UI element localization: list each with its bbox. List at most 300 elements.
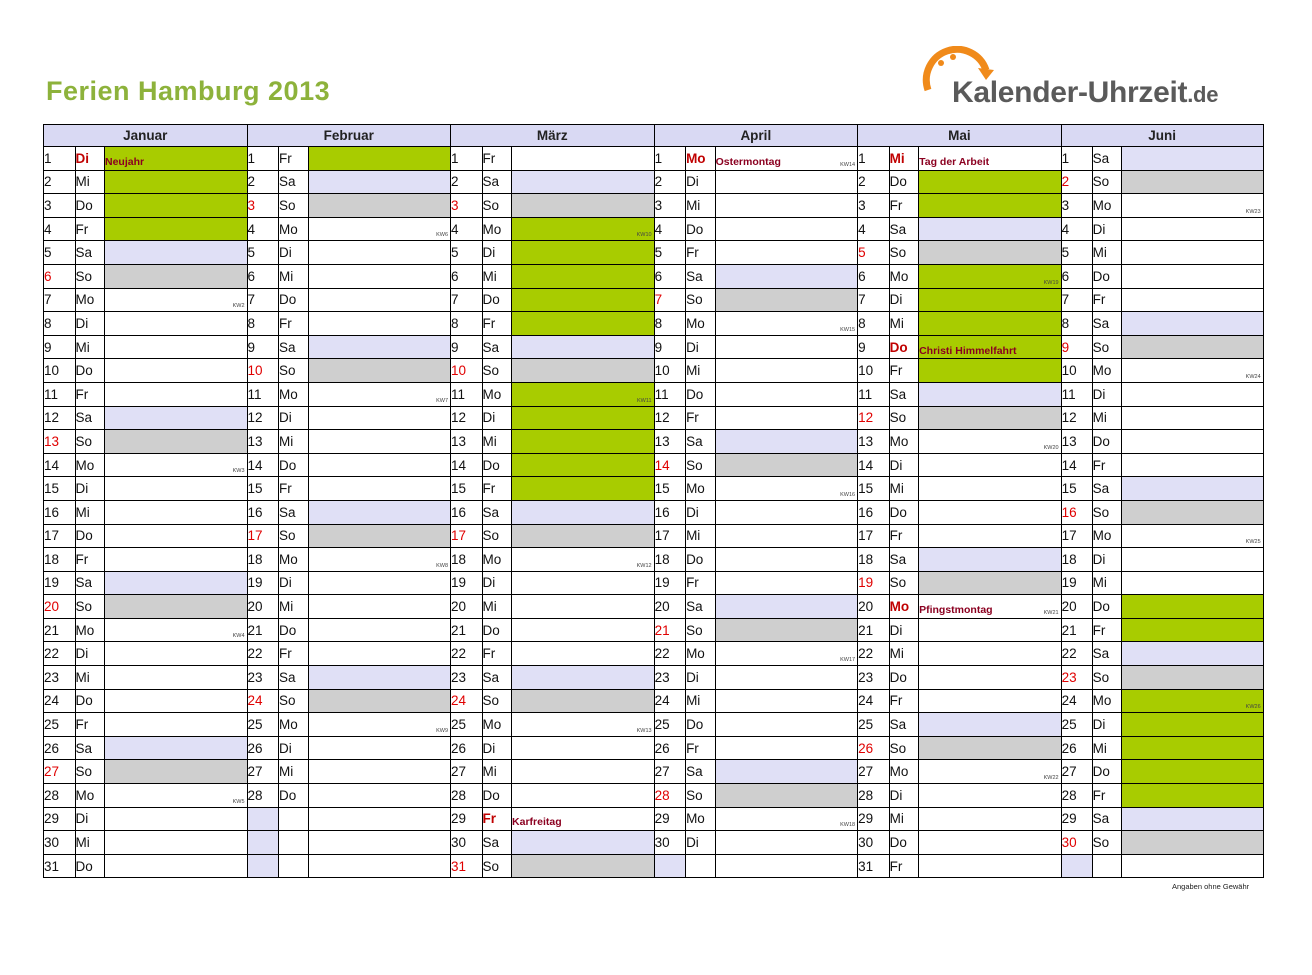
weekday: So	[482, 194, 512, 218]
weekday: Di	[482, 241, 512, 265]
weekday: Fr	[889, 359, 919, 383]
day-number: 6	[451, 264, 483, 288]
day-number: 17	[451, 524, 483, 548]
day-note	[919, 807, 1062, 831]
day-number: 25	[247, 713, 279, 737]
day-number: 27	[654, 760, 686, 784]
day-note	[715, 760, 858, 784]
day-note	[512, 807, 655, 831]
week-number: KW7	[436, 397, 449, 404]
day-number: 26	[247, 736, 279, 760]
day-number: 9	[44, 335, 76, 359]
weekday: So	[1092, 831, 1121, 855]
weekday: Di	[1092, 713, 1121, 737]
weekday: So	[889, 241, 919, 265]
day-number: 23	[654, 666, 686, 690]
day-note	[105, 288, 248, 312]
day-note	[715, 736, 858, 760]
weekday: Mi	[482, 595, 512, 619]
day-note	[919, 831, 1062, 855]
weekday: Mo	[75, 618, 105, 642]
day-note	[919, 217, 1062, 241]
day-note	[715, 524, 858, 548]
day-note	[1121, 689, 1263, 713]
weekday: Fr	[889, 194, 919, 218]
day-row	[44, 548, 1264, 572]
week-number: KW16	[840, 491, 856, 498]
weekday: Di	[482, 406, 512, 430]
week-number: KW23	[1245, 208, 1261, 215]
day-number: 21	[858, 618, 890, 642]
day-note	[105, 382, 248, 406]
day-number: 1	[1061, 147, 1092, 171]
day-note	[512, 736, 655, 760]
day-note	[919, 713, 1062, 737]
logo-main: Kalender-Uhrzeit	[952, 76, 1188, 109]
day-number: 25	[1061, 713, 1092, 737]
day-number: 9	[247, 335, 279, 359]
day-number: 10	[858, 359, 890, 383]
weekday: Di	[75, 477, 105, 501]
weekday	[279, 831, 309, 855]
day-note	[512, 524, 655, 548]
day-number: 21	[1061, 618, 1092, 642]
day-note	[512, 147, 655, 171]
day-note	[1121, 854, 1263, 878]
weekday: Fr	[482, 147, 512, 171]
day-number: 22	[247, 642, 279, 666]
day-number: 18	[451, 548, 483, 572]
day-note	[105, 524, 248, 548]
day-number: 30	[1061, 831, 1092, 855]
day-note	[715, 713, 858, 737]
day-number: 29	[654, 807, 686, 831]
day-note	[715, 854, 858, 878]
page-title: Ferien Hamburg 2013	[46, 76, 331, 106]
weekday: Mi	[279, 264, 309, 288]
day-note	[105, 312, 248, 336]
day-number: 9	[1061, 335, 1092, 359]
weekday: Mo	[889, 595, 919, 619]
day-number: 10	[1061, 359, 1092, 383]
day-number: 1	[654, 147, 686, 171]
day-note	[1121, 194, 1263, 218]
day-note	[512, 241, 655, 265]
weekday: Fr	[686, 241, 716, 265]
day-note	[512, 618, 655, 642]
day-number: 5	[451, 241, 483, 265]
day-number: 12	[451, 406, 483, 430]
weekday: Sa	[1092, 312, 1121, 336]
day-note	[105, 784, 248, 808]
day-number: 6	[44, 264, 76, 288]
day-number: 23	[1061, 666, 1092, 690]
day-number: 26	[858, 736, 890, 760]
day-note	[105, 500, 248, 524]
day-note	[105, 335, 248, 359]
day-number: 28	[451, 784, 483, 808]
weekday: Di	[686, 335, 716, 359]
day-number: 25	[451, 713, 483, 737]
week-number: KW18	[840, 822, 856, 829]
day-row	[44, 241, 1264, 265]
weekday: Mo	[686, 642, 716, 666]
week-number: KW12	[636, 562, 652, 569]
day-number: 20	[451, 595, 483, 619]
weekday: Do	[279, 288, 309, 312]
day-number: 14	[451, 453, 483, 477]
day-note	[105, 477, 248, 501]
day-note	[1121, 382, 1263, 406]
day-note	[919, 736, 1062, 760]
weekday: So	[686, 453, 716, 477]
month-header: Mai	[858, 125, 1062, 147]
day-row	[44, 430, 1264, 454]
day-note	[512, 359, 655, 383]
day-note	[512, 312, 655, 336]
day-number: 2	[1061, 170, 1092, 194]
month-header: April	[654, 125, 858, 147]
day-note	[105, 689, 248, 713]
weekday: Do	[279, 453, 309, 477]
day-number: 20	[654, 595, 686, 619]
day-note	[512, 288, 655, 312]
day-note	[1121, 618, 1263, 642]
day-number: 29	[44, 807, 76, 831]
weekday: Mo	[482, 217, 512, 241]
weekday: Di	[75, 312, 105, 336]
day-number: 9	[858, 335, 890, 359]
day-number: 22	[1061, 642, 1092, 666]
day-note	[308, 524, 451, 548]
day-number: 15	[654, 477, 686, 501]
day-row	[44, 689, 1264, 713]
day-number: 29	[858, 807, 890, 831]
weekday: Mi	[1092, 406, 1121, 430]
day-note	[715, 217, 858, 241]
weekday: So	[686, 784, 716, 808]
weekday: Di	[279, 571, 309, 595]
day-number: 10	[44, 359, 76, 383]
day-row	[44, 335, 1264, 359]
day-number	[654, 854, 686, 878]
day-note	[715, 807, 858, 831]
weekday: Do	[482, 618, 512, 642]
day-note	[919, 430, 1062, 454]
logo-text	[952, 76, 1218, 110]
day-number: 19	[654, 571, 686, 595]
weekday: Mi	[686, 359, 716, 383]
day-number: 7	[654, 288, 686, 312]
month-header: Juni	[1061, 125, 1263, 147]
weekday: Do	[1092, 760, 1121, 784]
weekday: Mi	[75, 335, 105, 359]
weekday: Fr	[279, 312, 309, 336]
week-number: KW14	[840, 161, 856, 168]
weekday: Do	[889, 831, 919, 855]
day-note	[715, 453, 858, 477]
day-note	[105, 359, 248, 383]
day-number: 3	[654, 194, 686, 218]
day-note	[1121, 477, 1263, 501]
day-number: 8	[1061, 312, 1092, 336]
day-note	[919, 335, 1062, 359]
day-number: 18	[44, 548, 76, 572]
weekday: Do	[1092, 595, 1121, 619]
day-number: 11	[858, 382, 890, 406]
day-note	[105, 854, 248, 878]
day-number: 12	[1061, 406, 1092, 430]
day-note	[512, 500, 655, 524]
day-number: 28	[247, 784, 279, 808]
day-note	[715, 147, 858, 171]
day-number: 23	[44, 666, 76, 690]
day-note	[512, 760, 655, 784]
weekday: Mo	[686, 312, 716, 336]
day-note	[512, 666, 655, 690]
day-number: 13	[654, 430, 686, 454]
weekday: Sa	[1092, 477, 1121, 501]
day-note	[919, 264, 1062, 288]
day-row	[44, 831, 1264, 855]
weekday: Sa	[482, 831, 512, 855]
day-note	[715, 784, 858, 808]
day-note	[308, 335, 451, 359]
day-row	[44, 618, 1264, 642]
day-row	[44, 477, 1264, 501]
day-number: 22	[451, 642, 483, 666]
day-number: 17	[1061, 524, 1092, 548]
day-number: 13	[858, 430, 890, 454]
day-number: 16	[247, 500, 279, 524]
day-number: 8	[247, 312, 279, 336]
weekday: Sa	[889, 217, 919, 241]
day-number: 24	[858, 689, 890, 713]
day-number: 11	[654, 382, 686, 406]
weekday: Mi	[482, 430, 512, 454]
weekday: So	[279, 524, 309, 548]
day-number: 3	[451, 194, 483, 218]
weekday: Do	[686, 713, 716, 737]
day-row	[44, 264, 1264, 288]
day-number: 4	[247, 217, 279, 241]
day-number: 13	[247, 430, 279, 454]
weekday: Fr	[482, 477, 512, 501]
day-number: 16	[858, 500, 890, 524]
day-number: 24	[44, 689, 76, 713]
day-number	[247, 854, 279, 878]
day-note	[919, 288, 1062, 312]
weekday: Do	[75, 524, 105, 548]
day-number: 16	[451, 500, 483, 524]
day-note	[308, 147, 451, 171]
day-number: 17	[247, 524, 279, 548]
weekday: Di	[889, 453, 919, 477]
day-number: 19	[451, 571, 483, 595]
day-number: 1	[247, 147, 279, 171]
weekday: Mi	[279, 760, 309, 784]
day-number: 7	[44, 288, 76, 312]
weekday: Do	[75, 194, 105, 218]
weekday: Sa	[75, 736, 105, 760]
weekday: Di	[889, 784, 919, 808]
day-note	[308, 760, 451, 784]
day-note	[512, 713, 655, 737]
weekday: Sa	[482, 666, 512, 690]
day-note	[715, 571, 858, 595]
day-note	[308, 264, 451, 288]
day-number: 1	[451, 147, 483, 171]
day-number: 14	[858, 453, 890, 477]
day-number: 29	[451, 807, 483, 831]
weekday: Sa	[1092, 642, 1121, 666]
day-number: 22	[654, 642, 686, 666]
day-number: 31	[451, 854, 483, 878]
weekday: Mo	[75, 453, 105, 477]
day-number: 24	[1061, 689, 1092, 713]
day-note	[715, 406, 858, 430]
day-note	[308, 217, 451, 241]
weekday: Sa	[1092, 807, 1121, 831]
day-number: 10	[451, 359, 483, 383]
weekday: Do	[482, 784, 512, 808]
day-number: 30	[858, 831, 890, 855]
day-number: 29	[1061, 807, 1092, 831]
day-note	[1121, 642, 1263, 666]
weekday: Mi	[686, 524, 716, 548]
day-number: 6	[858, 264, 890, 288]
weekday: Sa	[686, 264, 716, 288]
weekday: Mi	[279, 595, 309, 619]
week-number: KW22	[1043, 775, 1059, 782]
day-note	[512, 430, 655, 454]
weekday: Mo	[1092, 689, 1121, 713]
day-number: 14	[654, 453, 686, 477]
day-note	[308, 548, 451, 572]
day-number: 4	[654, 217, 686, 241]
weekday: Fr	[1092, 288, 1121, 312]
weekday: Do	[686, 548, 716, 572]
month-header: März	[451, 125, 655, 147]
year-calendar-table	[43, 124, 1264, 878]
day-number: 19	[247, 571, 279, 595]
day-number: 15	[451, 477, 483, 501]
weekday: Mo	[482, 713, 512, 737]
day-note	[308, 807, 451, 831]
weekday: Fr	[1092, 784, 1121, 808]
weekday: So	[889, 571, 919, 595]
day-number: 5	[1061, 241, 1092, 265]
day-note	[715, 666, 858, 690]
day-note	[512, 335, 655, 359]
day-row	[44, 170, 1264, 194]
day-number: 24	[654, 689, 686, 713]
weekday: Mi	[1092, 241, 1121, 265]
weekday: Mi	[279, 430, 309, 454]
day-note	[715, 288, 858, 312]
holiday-label: Tag der Arbeit	[919, 155, 990, 168]
day-number: 12	[247, 406, 279, 430]
weekday: Di	[279, 736, 309, 760]
site-logo[interactable]	[920, 46, 1260, 110]
day-note	[308, 194, 451, 218]
day-note	[919, 194, 1062, 218]
day-note	[1121, 595, 1263, 619]
weekday: Do	[75, 689, 105, 713]
day-note	[105, 430, 248, 454]
day-number: 14	[44, 453, 76, 477]
day-number: 6	[654, 264, 686, 288]
day-number: 28	[1061, 784, 1092, 808]
weekday: Mi	[889, 642, 919, 666]
weekday: So	[75, 595, 105, 619]
day-number: 18	[247, 548, 279, 572]
week-number: KW2	[232, 303, 245, 310]
day-row	[44, 736, 1264, 760]
day-note	[919, 760, 1062, 784]
weekday: Di	[75, 642, 105, 666]
day-number: 27	[1061, 760, 1092, 784]
weekday: So	[1092, 666, 1121, 690]
day-note	[105, 666, 248, 690]
day-row	[44, 807, 1264, 831]
weekday: So	[889, 406, 919, 430]
weekday: Mo	[279, 548, 309, 572]
day-note	[105, 453, 248, 477]
day-note	[105, 713, 248, 737]
week-number: KW6	[436, 232, 449, 239]
day-note	[919, 170, 1062, 194]
day-number: 2	[451, 170, 483, 194]
weekday: So	[279, 359, 309, 383]
day-note	[512, 831, 655, 855]
day-number: 21	[451, 618, 483, 642]
day-number: 16	[654, 500, 686, 524]
weekday: Mi	[1092, 571, 1121, 595]
day-number: 18	[1061, 548, 1092, 572]
day-number: 3	[1061, 194, 1092, 218]
day-row	[44, 666, 1264, 690]
weekday: Fr	[279, 147, 309, 171]
day-note	[105, 147, 248, 171]
weekday: Sa	[279, 666, 309, 690]
day-number: 8	[858, 312, 890, 336]
day-row	[44, 500, 1264, 524]
day-note	[919, 618, 1062, 642]
day-note	[1121, 217, 1263, 241]
weekday: Do	[889, 335, 919, 359]
day-row	[44, 760, 1264, 784]
day-number: 7	[451, 288, 483, 312]
day-number: 26	[451, 736, 483, 760]
day-note	[1121, 312, 1263, 336]
day-note	[919, 500, 1062, 524]
day-note	[308, 571, 451, 595]
weekday: Mo	[889, 264, 919, 288]
day-note	[1121, 241, 1263, 265]
weekday: Mi	[889, 807, 919, 831]
weekday: Sa	[889, 382, 919, 406]
weekday: So	[482, 689, 512, 713]
day-note	[1121, 500, 1263, 524]
weekday: So	[889, 736, 919, 760]
day-row	[44, 642, 1264, 666]
holiday-label: Pfingstmontag	[919, 604, 993, 617]
day-number: 11	[1061, 382, 1092, 406]
weekday: Mi	[889, 477, 919, 501]
day-note	[715, 618, 858, 642]
weekday: So	[75, 430, 105, 454]
